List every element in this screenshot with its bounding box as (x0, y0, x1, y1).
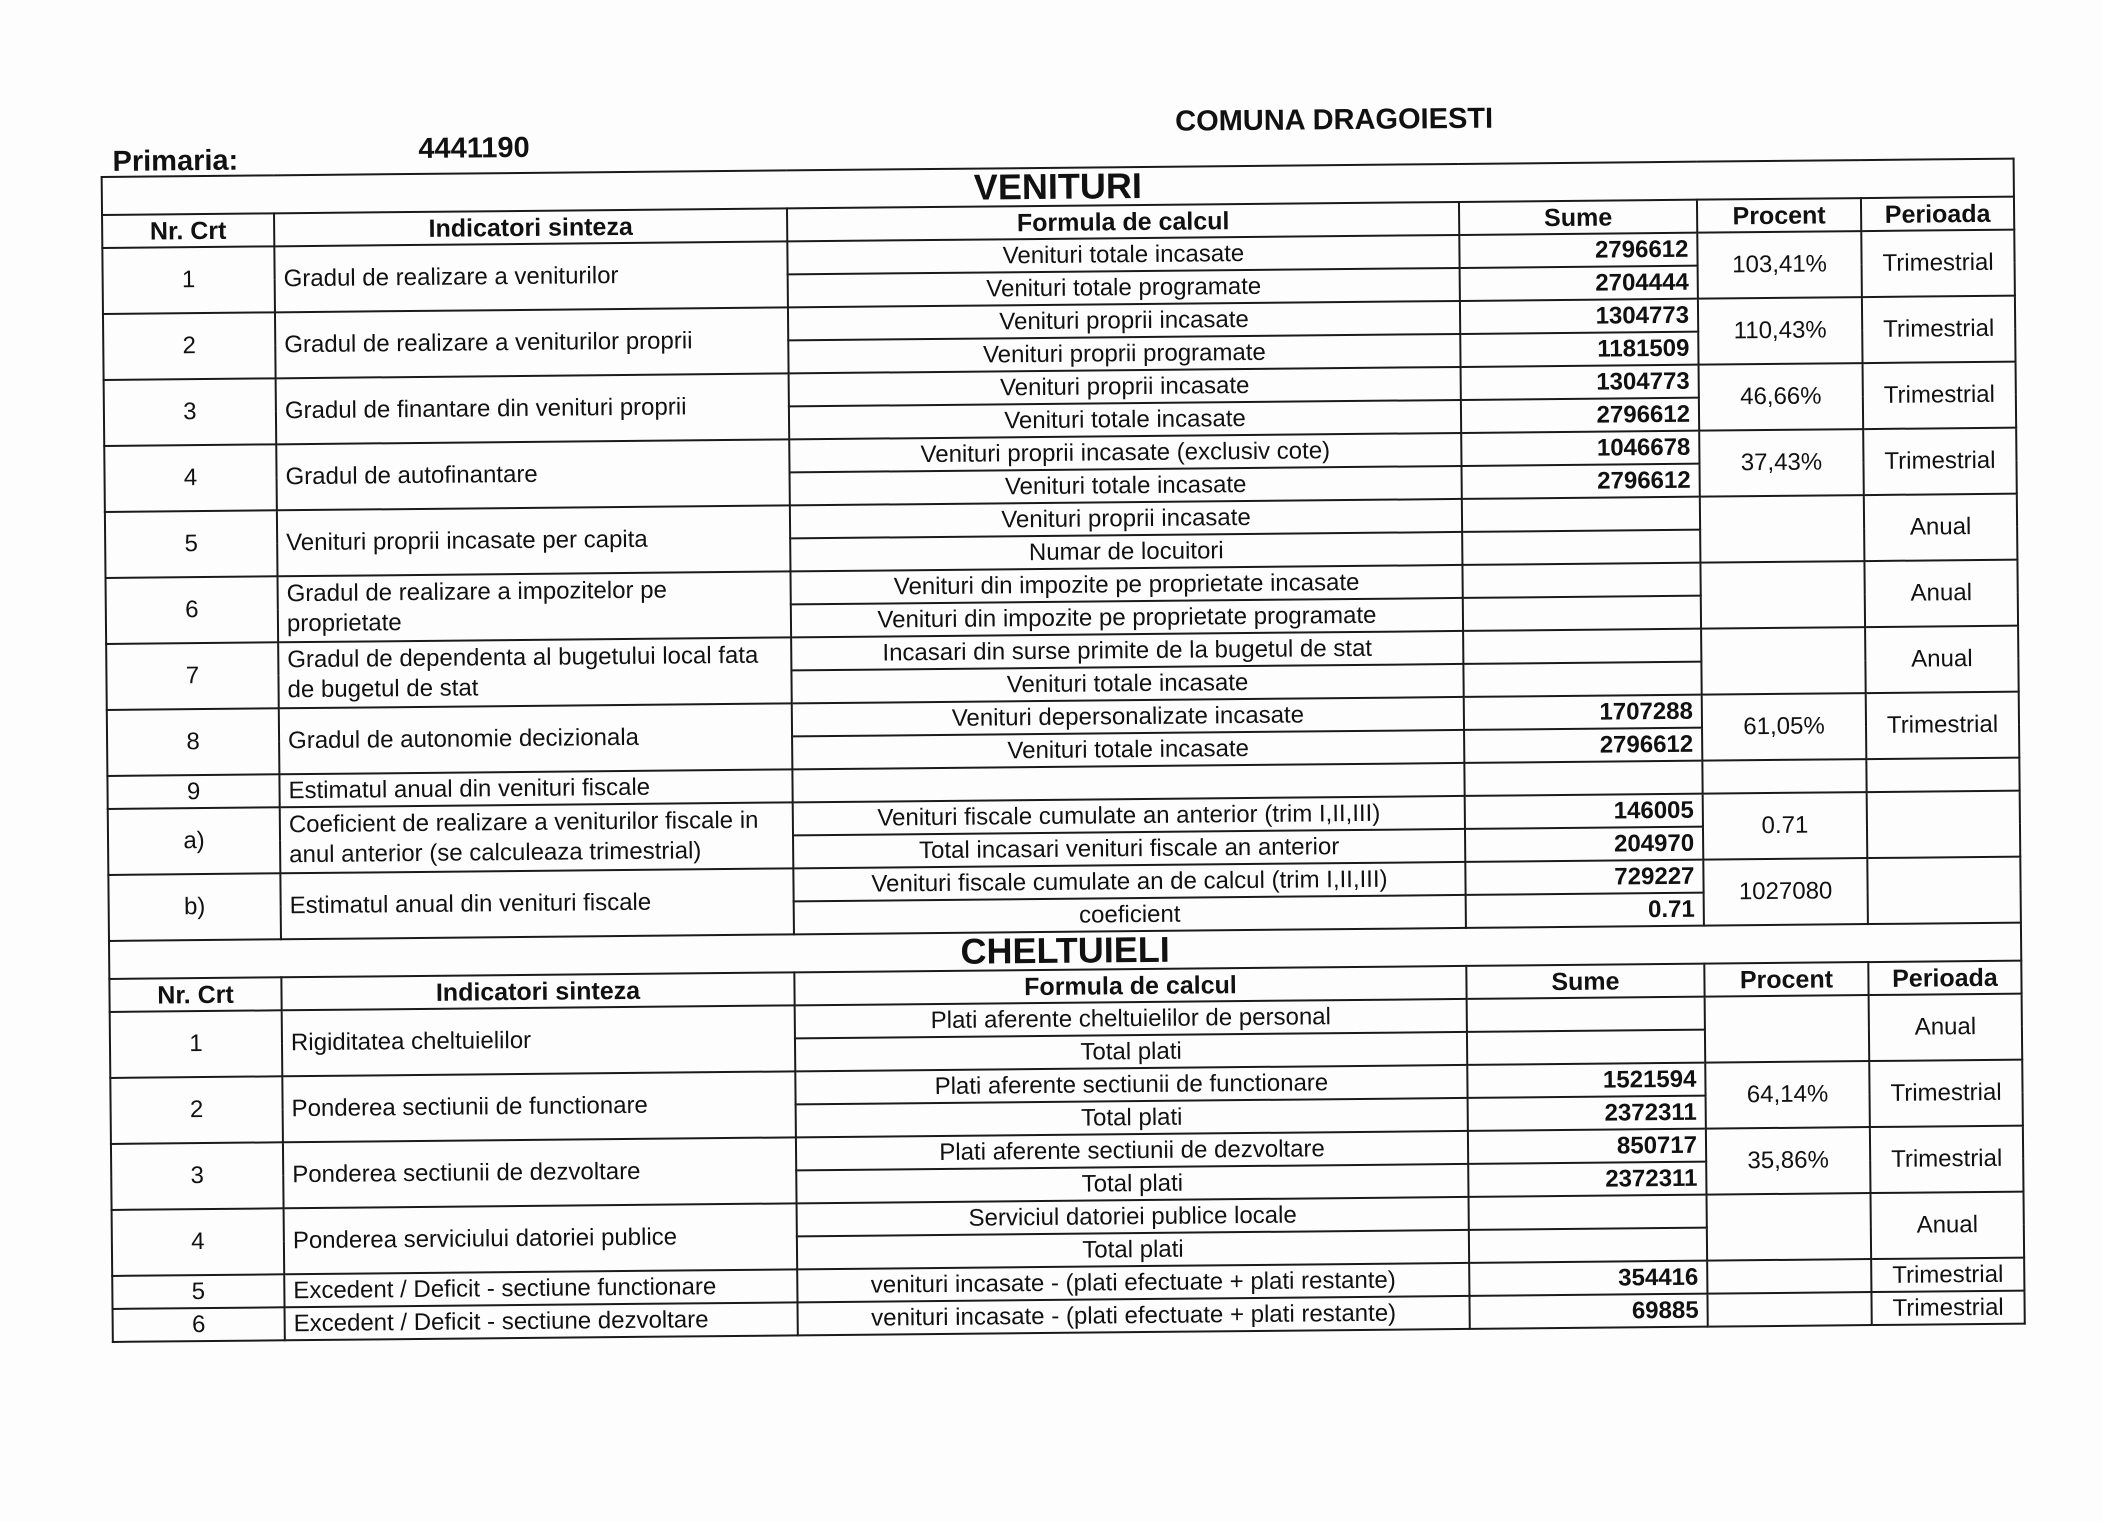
formula-denominator: coeficient (794, 895, 1466, 934)
sum-value: 1046678 (1461, 431, 1699, 466)
formula-numerator: Venituri proprii incasate (788, 301, 1460, 340)
sum-value: 2796612 (1461, 464, 1699, 499)
sum-value: 2372311 (1468, 1162, 1706, 1197)
indicator-label: Excedent / Deficit - sectiune functionare (284, 1269, 797, 1307)
formula-denominator: Venituri proprii programate (788, 334, 1460, 373)
row-number: 3 (111, 1142, 284, 1210)
indicator-label: Gradul de realizare a veniturilor proprii (275, 307, 789, 378)
row-number: 6 (106, 576, 279, 644)
column-header: Sume (1459, 200, 1697, 235)
sum-value: 729227 (1465, 860, 1703, 895)
formula-numerator: Plati aferente cheltuielilor de personal (795, 999, 1467, 1038)
indicator-label: Ponderea serviciului datoriei publice (284, 1203, 798, 1274)
document-sheet (100, 90, 2024, 1343)
period-value: Anual (1869, 994, 2023, 1061)
indicator-label: Venituri proprii incasate per capita (277, 505, 791, 576)
sum-value: 1304773 (1461, 365, 1699, 400)
indicator-label: Ponderea sectiunii de functionare (282, 1071, 796, 1142)
row-number: 4 (112, 1208, 285, 1276)
sum-value: 2704444 (1460, 266, 1698, 301)
sum-value: 0.71 (1466, 893, 1704, 928)
sum-value: 354416 (1469, 1261, 1707, 1296)
column-header: Sume (1466, 964, 1704, 999)
row-number: 4 (104, 444, 277, 512)
sum-value (1467, 997, 1705, 1032)
sum-value (1462, 563, 1700, 598)
percent-value: 1027080 (1703, 858, 1868, 926)
column-header: Perioada (1861, 197, 2014, 231)
column-header: Procent (1697, 198, 1861, 233)
column-header: Indicatori sinteza (274, 208, 787, 246)
row-number: 5 (112, 1274, 284, 1309)
sum-value (1469, 1195, 1707, 1230)
formula-text: venituri incasate - (plati efectuate + plati restante) (797, 1263, 1469, 1302)
period-value: Trimestrial (1871, 1258, 2024, 1292)
column-header: Formula de calcul (787, 202, 1459, 241)
column-header: Procent (1704, 962, 1868, 997)
formula-denominator: Venituri din impozite pe proprietate programate (791, 598, 1463, 637)
sum-value: 850717 (1468, 1129, 1706, 1164)
row-number: 2 (110, 1076, 283, 1144)
indicator-label: Estimatul anual din venituri fiscale (280, 868, 794, 939)
row-number: 1 (102, 246, 275, 314)
formula-denominator: Venituri totale incasate (789, 400, 1461, 439)
row-number: 1 (110, 1010, 283, 1078)
column-header: Perioada (1868, 961, 2021, 995)
sum-value: 2796612 (1464, 728, 1702, 763)
period-value: Trimestrial (1863, 428, 2017, 495)
percent-value: 46,66% (1699, 363, 1864, 431)
formula-numerator: Venituri proprii incasate (789, 367, 1461, 406)
period-value: Anual (1864, 560, 2018, 627)
sum-value (1462, 497, 1700, 532)
sum-value: 1707288 (1464, 695, 1702, 730)
percent-value (1700, 495, 1865, 563)
formula-numerator: Venituri din impozite pe proprietate incasate (790, 565, 1462, 604)
formula-numerator: Venituri fiscale cumulate an de calcul (trim I,II,III) (793, 862, 1465, 901)
formula-numerator: Plati aferente sectiunii de functionare (795, 1065, 1467, 1104)
column-header: Nr. Crt (109, 977, 281, 1012)
period-value: Trimestrial (1871, 1291, 2024, 1325)
sum-value: 2796612 (1461, 398, 1699, 433)
sum-value: 1181509 (1460, 332, 1698, 367)
sum-value: 2796612 (1459, 233, 1697, 268)
period-value: Trimestrial (1869, 1060, 2023, 1127)
row-number: 6 (113, 1307, 285, 1342)
formula-numerator: Venituri proprii incasate (790, 499, 1462, 538)
formula-denominator: Total plati (796, 1164, 1468, 1203)
column-header: Indicatori sinteza (281, 972, 794, 1010)
sum-value: 204970 (1465, 827, 1703, 862)
formula-denominator: Venituri totale incasate (790, 466, 1462, 505)
percent-value: 0.71 (1703, 792, 1868, 860)
sum-value (1469, 1228, 1707, 1263)
percent-value: 37,43% (1699, 429, 1864, 497)
indicator-label: Excedent / Deficit - sectiune dezvoltare (285, 1302, 798, 1340)
column-header: Nr. Crt (102, 213, 274, 248)
primaria-label: Primaria: (112, 144, 239, 178)
formula-numerator: Plati aferente sectiunii de dezvoltare (796, 1131, 1468, 1170)
percent-value: 64,14% (1705, 1061, 1870, 1129)
indicator-label: Gradul de dependenta al bugetului local fata de bugetul de stat (278, 637, 792, 708)
period-value: Trimestrial (1861, 230, 2015, 297)
section-title-cheltuieli: CHELTUIELI (109, 923, 2021, 979)
indicator-label: Ponderea sectiunii de dezvoltare (283, 1137, 797, 1208)
comuna-title: COMUNA DRAGOIESTI (1175, 102, 1494, 138)
indicator-label: Gradul de realizare a impozitelor pe proprietate (278, 571, 792, 642)
indicators-table (101, 158, 2026, 1343)
sum-value: 1304773 (1460, 299, 1698, 334)
row-number: 7 (106, 642, 279, 710)
formula-denominator: Total plati (795, 1032, 1467, 1071)
indicator-label: Gradul de autofinantare (276, 439, 790, 510)
sum-value: 69885 (1469, 1294, 1707, 1329)
period-value: Anual (1864, 494, 2018, 561)
sum-value: 2372311 (1468, 1096, 1706, 1131)
sum-value (1462, 530, 1700, 565)
indicator-label: Gradul de finantare din venituri proprii (276, 373, 790, 444)
primaria-code: 4441190 (418, 131, 530, 165)
formula-numerator: Venituri depersonalizate incasate (792, 697, 1464, 736)
sum-value (1463, 629, 1701, 664)
column-header: Formula de calcul (794, 966, 1466, 1005)
period-value: Trimestrial (1862, 296, 2016, 363)
formula-denominator: Total incasari venituri fiscale an anterior (793, 829, 1465, 868)
percent-value: 35,86% (1706, 1127, 1871, 1195)
indicator-label: Gradul de realizare a veniturilor (274, 241, 788, 312)
percent-value: 103,41% (1697, 231, 1862, 299)
formula-numerator: Venituri fiscale cumulate an anterior (trim I,II,III) (793, 796, 1465, 835)
percent-value: 61,05% (1702, 693, 1867, 761)
formula-numerator: Venituri proprii incasate (exclusiv cote) (789, 433, 1461, 472)
row-number: 3 (104, 378, 277, 446)
formula-denominator: Total plati (797, 1230, 1469, 1269)
formula-denominator: Numar de locuitori (790, 532, 1462, 571)
formula-numerator: Venituri totale incasate (787, 235, 1459, 274)
period-value: Trimestrial (1870, 1126, 2024, 1193)
formula-denominator: Venituri totale incasate (792, 730, 1464, 769)
sum-value (1467, 1030, 1705, 1065)
formula-denominator: Total plati (796, 1098, 1468, 1137)
period-value: Trimestrial (1866, 692, 2020, 759)
formula-denominator: Venituri totale programate (788, 268, 1460, 307)
sum-value (1463, 662, 1701, 697)
row-number: 8 (107, 708, 280, 776)
percent-value (1701, 627, 1866, 695)
row-number: 5 (105, 510, 278, 578)
indicator-label: Rigiditatea cheltuielilor (282, 1005, 796, 1076)
row-number: 2 (103, 312, 276, 380)
percent-value (1707, 1193, 1872, 1261)
formula-numerator: Incasari din surse primite de la bugetul de stat (791, 631, 1463, 670)
row-number: b) (108, 873, 281, 941)
period-value: Anual (1865, 626, 2019, 693)
row-number: 9 (107, 774, 279, 809)
formula-denominator: Venituri totale incasate (791, 664, 1463, 703)
indicator-label: Gradul de autonomie decizionala (279, 703, 793, 774)
percent-value: 110,43% (1698, 297, 1863, 365)
sum-value (1463, 596, 1701, 631)
sum-value: 146005 (1465, 794, 1703, 829)
row-number: a) (108, 807, 281, 875)
formula-numerator: Serviciul datoriei publice locale (797, 1197, 1469, 1236)
percent-value (1705, 995, 1870, 1063)
section-title-venituri: VENITURI (102, 159, 2014, 215)
indicator-label: Coeficient de realizare a veniturilor fiscale in anul anterior (se calculeaza trimestrial) (280, 802, 794, 873)
sum-value: 1521594 (1467, 1063, 1705, 1098)
period-value: Anual (1870, 1192, 2024, 1259)
indicator-label: Estimatul anual din venituri fiscale (279, 769, 792, 807)
percent-value (1700, 561, 1865, 629)
period-value: Trimestrial (1863, 362, 2017, 429)
formula-text: venituri incasate - (plati efectuate + plati restante) (797, 1296, 1469, 1335)
